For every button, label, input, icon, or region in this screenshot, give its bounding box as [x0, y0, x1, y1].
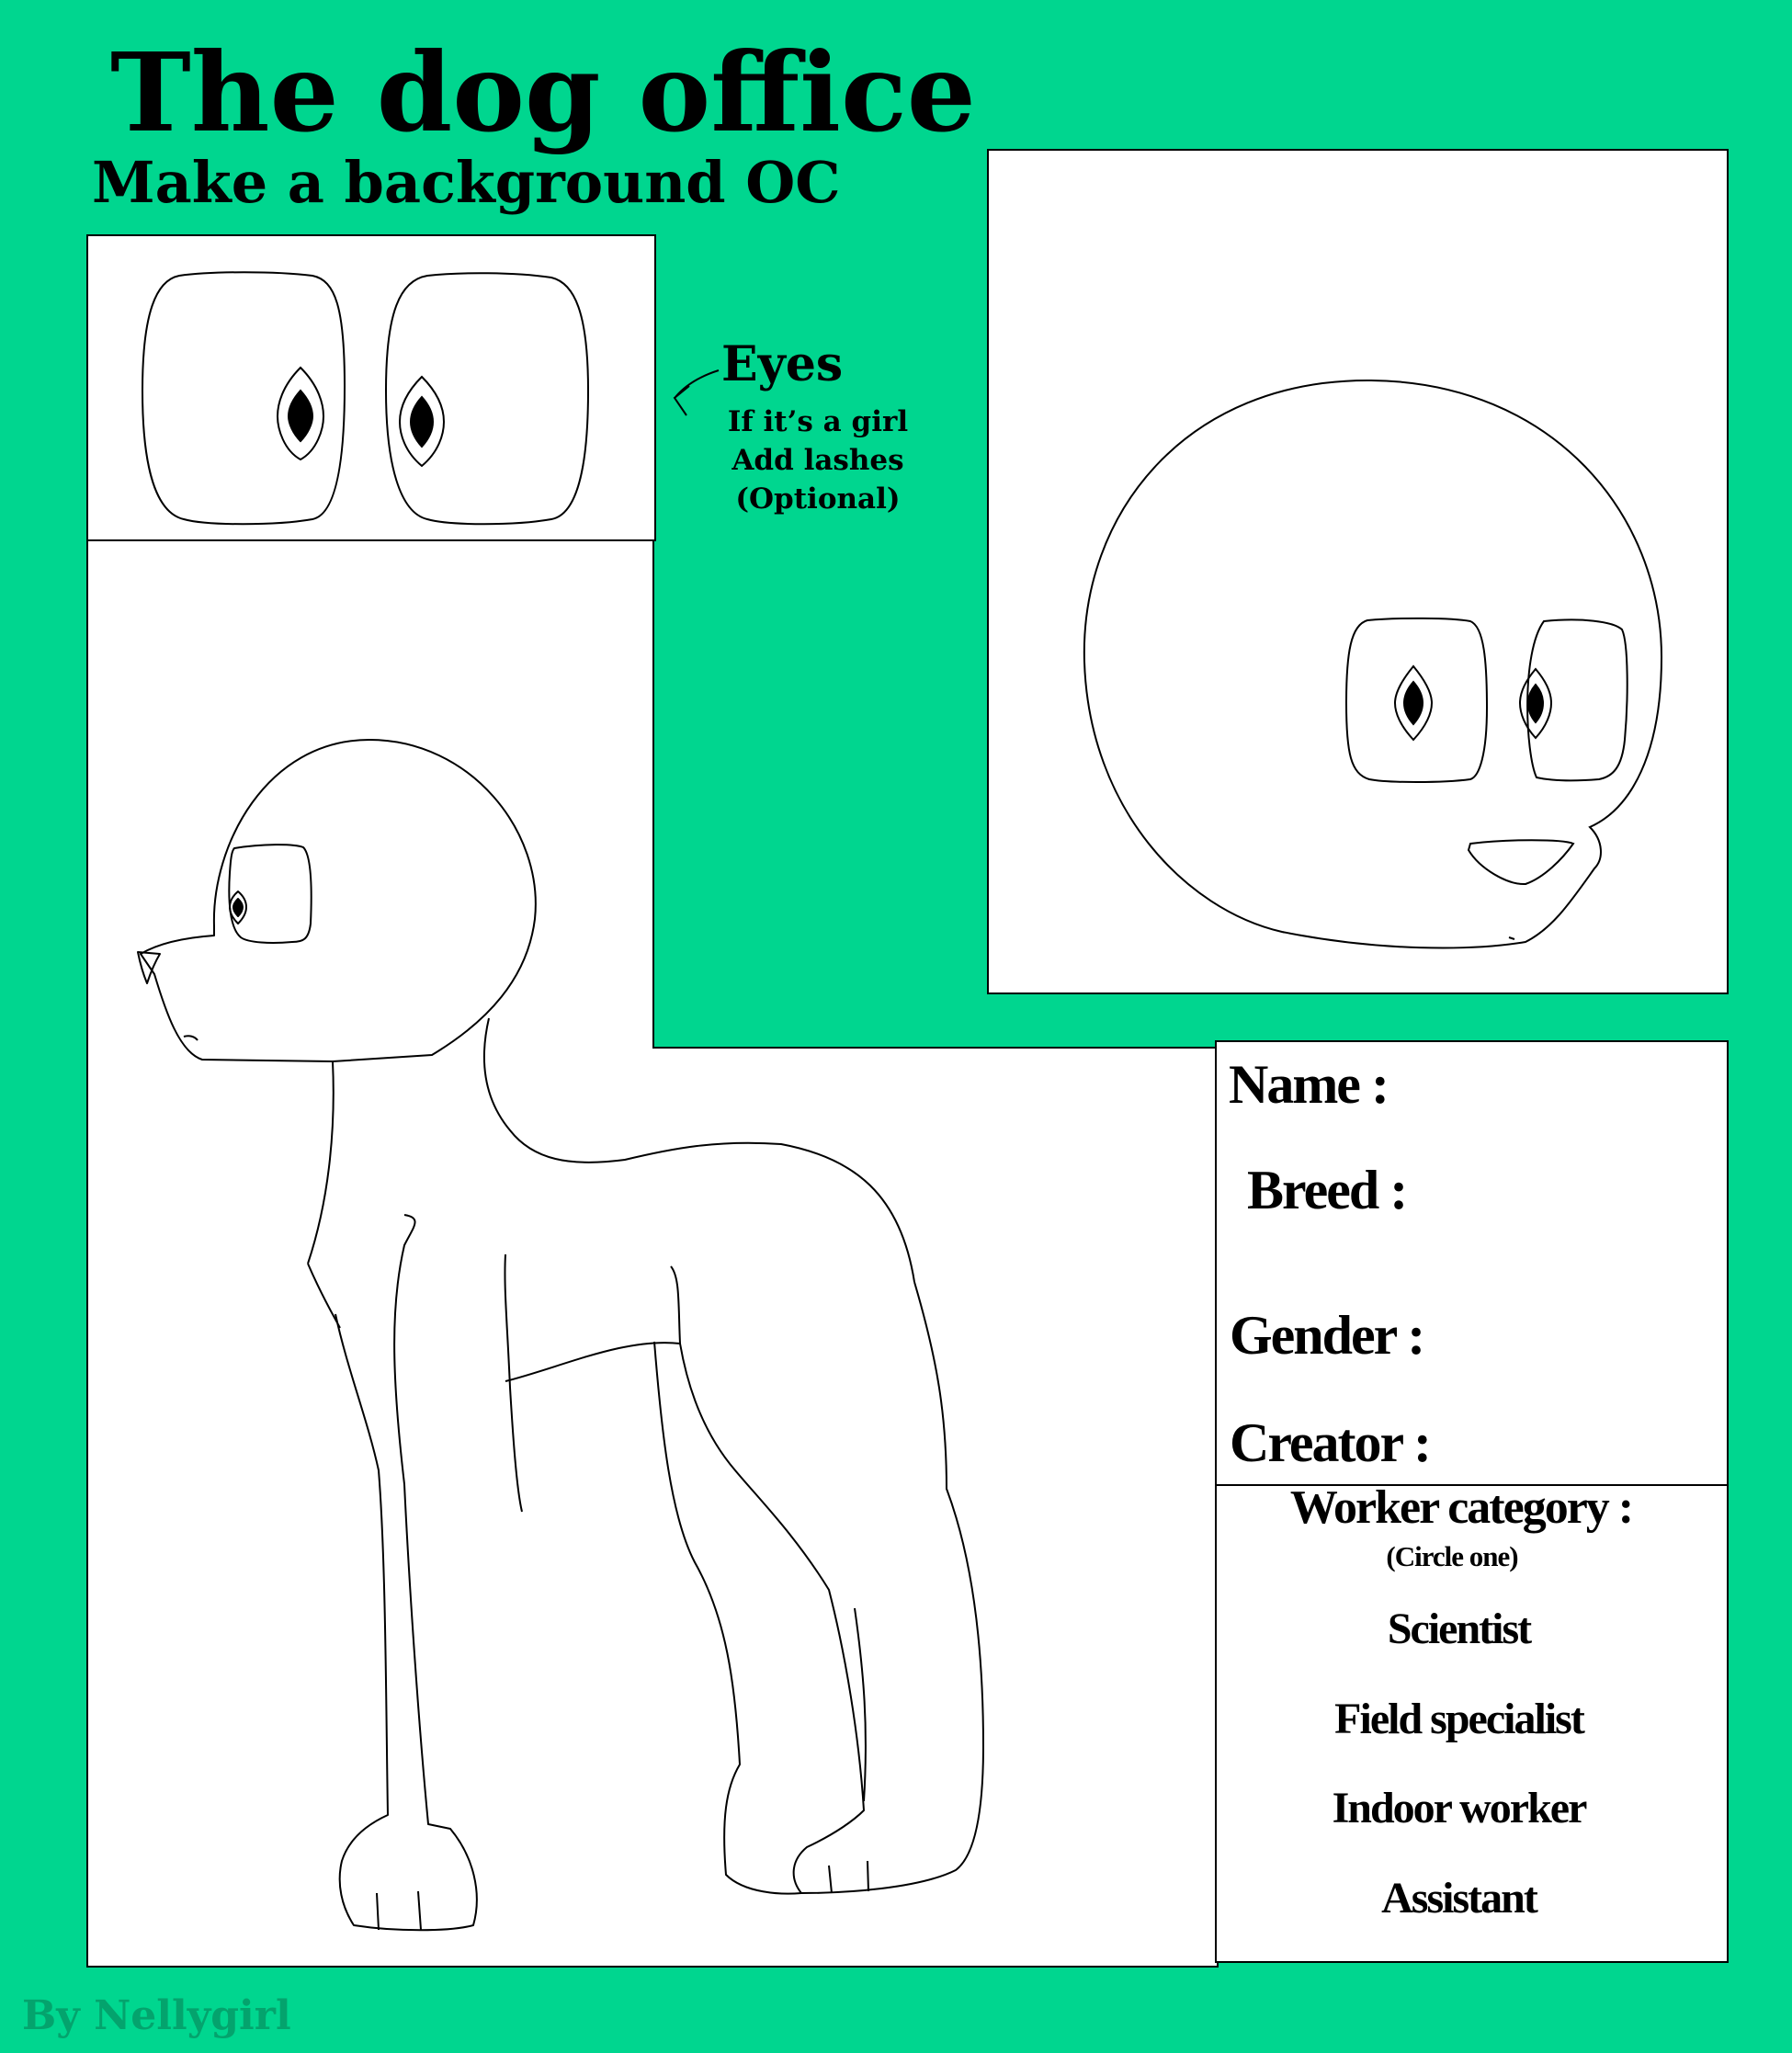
worker-category-heading: Worker category :: [1289, 1481, 1633, 1534]
worker-option-scientist: Scientist: [1387, 1605, 1531, 1653]
eyes-note: [717, 403, 919, 518]
head-panel: [988, 150, 1728, 993]
eyes-heading: Eyes: [721, 336, 844, 392]
gender-label: Gender :: [1230, 1305, 1424, 1366]
eyes-arrow-icon: [675, 370, 719, 415]
worker-option-indoor-worker: Indoor worker: [1332, 1784, 1586, 1832]
breed-label: Breed :: [1247, 1160, 1407, 1220]
page-title: The dog office: [110, 28, 976, 156]
eyes-note-line: If it’s a girl: [727, 405, 909, 438]
worker-category-note: (Circle one): [1386, 1540, 1518, 1572]
worker-option-field-specialist: Field specialist: [1334, 1695, 1583, 1743]
author-credit: By Nellygirl: [22, 1992, 291, 2039]
page-subtitle: Make a background OC: [92, 149, 841, 216]
name-label: Name :: [1229, 1054, 1388, 1115]
creator-label: Creator :: [1230, 1412, 1431, 1473]
worker-option-assistant: Assistant: [1381, 1874, 1537, 1923]
eyes-panel: [87, 235, 655, 540]
eyes-note-line: (Optional): [735, 482, 901, 516]
eyes-note-line: Add lashes: [732, 444, 904, 477]
dog-eye-pupil: [233, 899, 243, 916]
